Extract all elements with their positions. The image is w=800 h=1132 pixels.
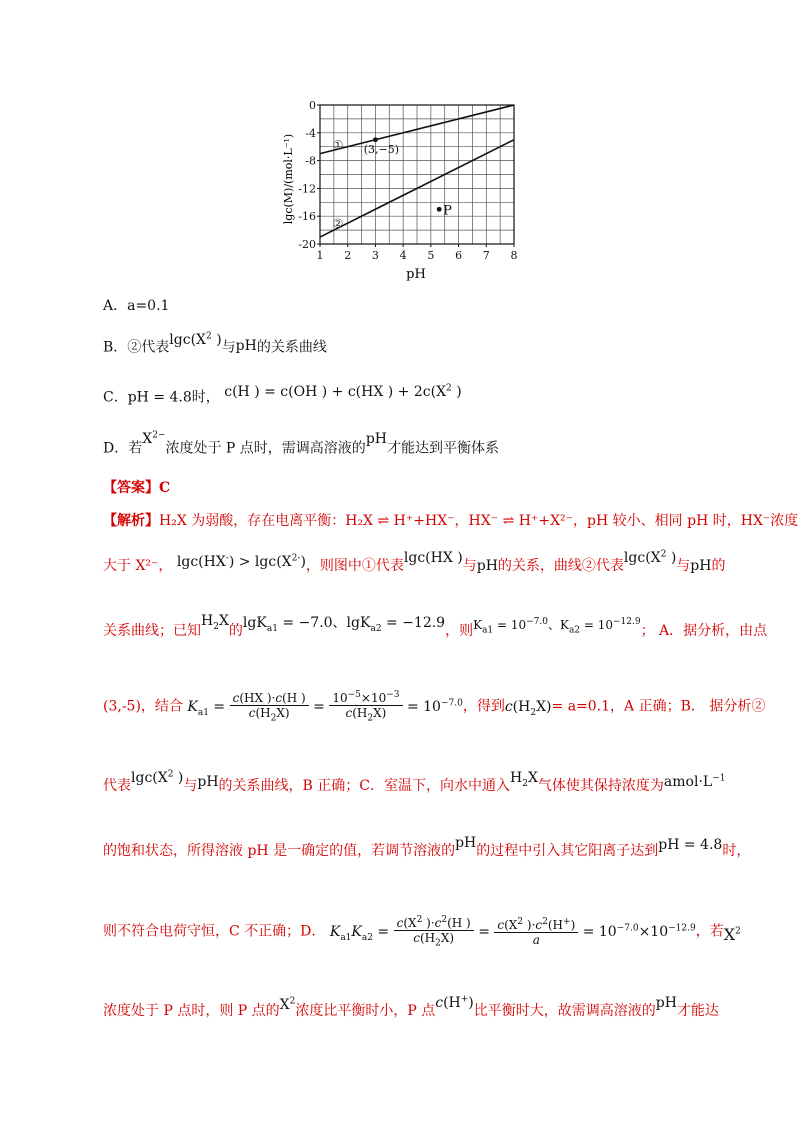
- y-tick-label: -16: [298, 210, 316, 224]
- y-tick-label: -20: [298, 238, 316, 251]
- x-tick-label: 4: [399, 249, 407, 262]
- x-tick-label: 5: [427, 249, 435, 262]
- y-axis-label: lgc(M)/(mol·L⁻¹): [282, 133, 295, 225]
- data-point-2: [437, 207, 442, 212]
- option-a: A．a=0.1: [103, 298, 170, 314]
- y-tick-label: -12: [298, 182, 316, 196]
- answer: 【答案】C: [103, 480, 171, 496]
- data-point-label-2: P: [443, 203, 452, 219]
- x-tick-label: 8: [510, 249, 518, 262]
- option-b: B．②代表$\lg c(X^2$ )与pH的关系曲线: [103, 331, 327, 356]
- analysis-line-4: (3,-5)，结合 $K_{a1}$ = $\frac{c(HX )\cdot c(H )}{c(H_2X)}$ = $\frac{10^{-5}\times 10^{-3}}{c(H_2X)}$ = $10^{-7.0}$，得到$c(H_2X)= a=0.1$，A 正确；B． 据分析②: [103, 690, 766, 724]
- data-point-1: [373, 137, 378, 142]
- data-point-label-1: (3,−5): [363, 142, 400, 156]
- analysis-line-1: 【解析】H₂X 为弱酸，存在电离平衡：H₂X ⇌ H⁺+HX⁻，HX⁻ ⇌ H⁺+X²⁻，pH 较小、相同 pH 时，HX⁻浓度: [103, 513, 799, 529]
- analysis-line-8: 浓度处于 P 点时，则 P 点的$X^2$浓度比平衡时小，P 点c(H+)比平衡时大，故需调高溶液的pH才能达: [103, 994, 719, 1019]
- y-tick-label: -8: [305, 154, 316, 168]
- x-tick-label: 3: [371, 249, 379, 262]
- chart-ticks: [298, 99, 517, 262]
- chart: [270, 95, 540, 285]
- analysis-line-6: 的饱和状态，所得溶液 pH 是一确定的值，若调节溶液的pH的过程中引入其它阳离子达到pH = 4.8时，: [103, 835, 751, 859]
- y-tick-label: -4: [305, 126, 316, 140]
- y-tick-label: 0: [309, 99, 316, 112]
- analysis-line-5: 代表$\lg c(X^2$ )与pH的关系曲线，B 正确；C．室温下，向水中通入$H_2X$气体使其保持浓度为$amol\cdot L^{-1}$: [103, 769, 726, 794]
- x-tick-label: 7: [482, 249, 490, 262]
- series-label-2: ②: [332, 216, 344, 231]
- x-tick-label: 1: [316, 249, 324, 262]
- analysis-line-3: 关系曲线；已知$H_2X$的lgK$_{a1}$ = −7.0、lgK$_{a2}$ = −12.9，则$K_{a1} = 10^{-7.0}$、$K_{a2} = 10^{-12.9}$； A．据分析，由点: [103, 613, 768, 639]
- series-label-1: ①: [332, 137, 344, 152]
- analysis-line-7: 则不符合电荷守恒，C 不正确；D． $K_{a1}K_{a2}$ = $\frac{c(X^2 )\cdot c^2(H )}{c(H_2X)}$ = $\frac{c(X^2 )\cdot c^2(H^+)}{a}$ = $10^{-7.0}\times 10^{-12.9}$，若$X^2$: [103, 915, 741, 949]
- option-c: C．pH = 4.8时， c(H ) = c(OH ) + c(HX ) + $2c(X^2$ ): [103, 383, 462, 406]
- option-d: D．若$X^{2-}$浓度处于 P 点时，需调高溶液的pH才能达到平衡体系: [103, 430, 499, 457]
- x-axis-label: pH: [406, 267, 426, 282]
- analysis-line-2: 大于 X²⁻， $\lg c(HX^-) > \lg c(X^{2-})$，则图中①代表lgc(HX )与pH的关系，曲线②代表$\lg c(X^2$ )与pH的: [103, 549, 726, 574]
- x-tick-label: 6: [455, 249, 463, 262]
- x-tick-label: 2: [344, 249, 352, 262]
